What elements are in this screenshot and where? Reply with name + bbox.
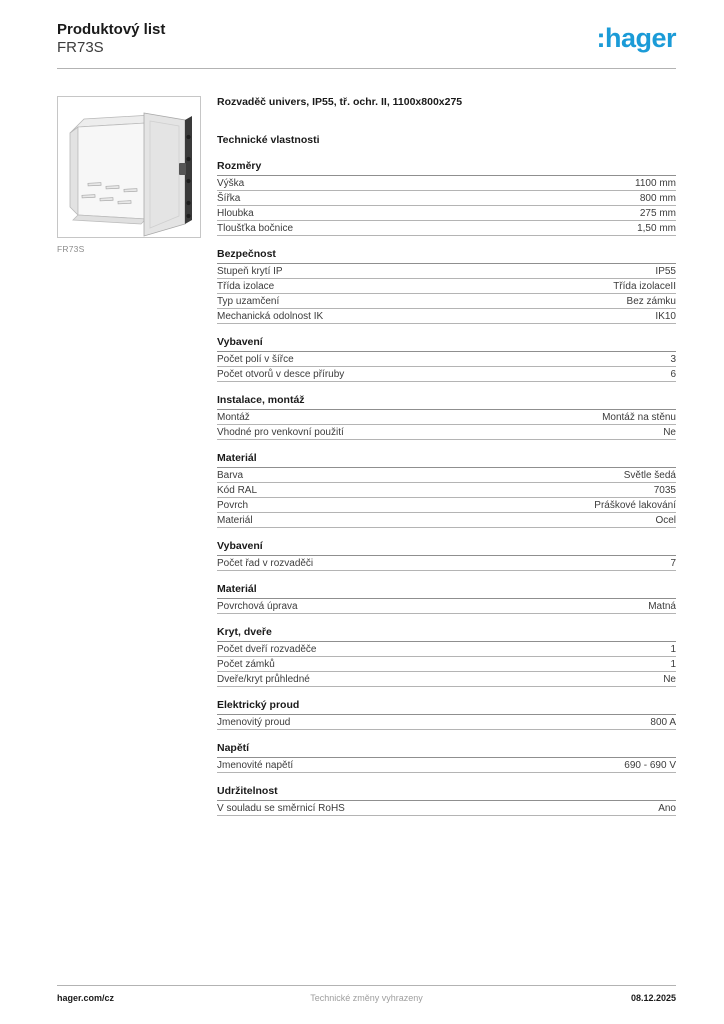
spec-label: Počet otvorů v desce příruby xyxy=(217,368,345,380)
product-image-column xyxy=(57,96,201,254)
spec-value: 690 - 690 V xyxy=(624,759,676,771)
spec-value: Třída izolaceII xyxy=(613,280,676,292)
section-heading: Udržitelnost xyxy=(217,785,676,801)
section-heading: Kryt, dveře xyxy=(217,626,676,642)
enclosure-illustration xyxy=(58,97,200,237)
spec-value: 3 xyxy=(670,353,676,365)
product-image xyxy=(57,96,201,238)
spec-row xyxy=(217,758,676,773)
spec-section xyxy=(217,699,676,730)
spec-row xyxy=(217,715,676,730)
spec-label: Povrchová úprava xyxy=(217,600,298,612)
spec-row xyxy=(217,264,676,279)
spec-section xyxy=(217,626,676,687)
spec-value: 1100 mm xyxy=(635,177,676,189)
section-heading: Materiál xyxy=(217,583,676,599)
spec-label: Mechanická odolnost IK xyxy=(217,310,324,322)
spec-value: 7 xyxy=(670,557,676,569)
footer-date: 08.12.2025 xyxy=(630,993,676,1003)
spec-label: Výška xyxy=(217,177,245,189)
spec-label: Počet dveří rozvaděče xyxy=(217,643,317,655)
spec-row xyxy=(217,498,676,513)
spec-value: Ne xyxy=(663,426,676,438)
spec-sections xyxy=(217,160,676,816)
spec-row xyxy=(217,657,676,672)
spec-row xyxy=(217,410,676,425)
document-title: Produktový list xyxy=(57,21,166,38)
spec-label: Typ uzamčení xyxy=(217,295,280,307)
spec-row xyxy=(217,279,676,294)
spec-label: Materiál xyxy=(217,514,253,526)
product-title: Rozvaděč univers, IP55, tř. ochr. II, 1100x800x275 xyxy=(217,96,463,108)
spec-row xyxy=(217,672,676,687)
spec-value: IP55 xyxy=(655,265,676,277)
spec-row xyxy=(217,206,676,221)
footer xyxy=(57,993,676,1003)
spec-section xyxy=(217,583,676,614)
section-heading: Vybavení xyxy=(217,336,676,352)
section-heading: Rozměry xyxy=(217,160,676,176)
spec-value: Práškové lakování xyxy=(594,499,676,511)
spec-section xyxy=(217,452,676,528)
spec-section xyxy=(217,336,676,382)
spec-value: 1,50 mm xyxy=(637,222,676,234)
spec-row xyxy=(217,483,676,498)
spec-label: Počet řad v rozvaděči xyxy=(217,557,314,569)
spec-row xyxy=(217,221,676,236)
spec-value: Matná xyxy=(648,600,676,612)
hager-logo: :hager xyxy=(596,23,676,53)
spec-section xyxy=(217,785,676,816)
spec-row xyxy=(217,367,676,382)
spec-label: Stupeň krytí IP xyxy=(217,265,283,277)
spec-row xyxy=(217,513,676,528)
spec-row xyxy=(217,556,676,571)
spec-label: Barva xyxy=(217,469,244,481)
footer-disclaimer: Technické změny vyhrazeny xyxy=(310,993,423,1003)
spec-label: Šířka xyxy=(217,192,241,204)
spec-label: Tloušťka bočnice xyxy=(217,222,294,234)
footer-website: hager.com/cz xyxy=(57,993,115,1003)
spec-value: 275 mm xyxy=(639,207,676,219)
spec-section xyxy=(217,394,676,440)
spec-row xyxy=(217,425,676,440)
spec-row xyxy=(217,642,676,657)
spec-row xyxy=(217,801,676,816)
document-subtitle: FR73S xyxy=(57,39,104,56)
spec-label: Dveře/kryt průhledné xyxy=(217,673,310,685)
spec-value: 800 A xyxy=(650,716,676,728)
spec-label: Hloubka xyxy=(217,207,254,219)
spec-label: Jmenovitý proud xyxy=(217,716,291,728)
section-heading: Materiál xyxy=(217,452,676,468)
spec-row xyxy=(217,468,676,483)
spec-section xyxy=(217,248,676,324)
spec-value: 1 xyxy=(670,643,676,655)
spec-row xyxy=(217,309,676,324)
spec-section xyxy=(217,540,676,571)
spec-row xyxy=(217,191,676,206)
product-image-caption: FR73S xyxy=(57,244,85,254)
spec-label: Montáž xyxy=(217,411,250,423)
spec-column xyxy=(217,96,676,816)
footer-divider xyxy=(57,985,676,986)
section-heading: Bezpečnost xyxy=(217,248,676,264)
spec-section xyxy=(217,742,676,773)
spec-section xyxy=(217,160,676,236)
spec-label: Jmenovité napětí xyxy=(217,759,294,771)
spec-row xyxy=(217,294,676,309)
spec-value: 1 xyxy=(670,658,676,670)
spec-row xyxy=(217,352,676,367)
spec-label: Kód RAL xyxy=(217,484,258,496)
section-heading: Elektrický proud xyxy=(217,699,676,715)
section-heading: Napětí xyxy=(217,742,676,758)
spec-label: Vhodné pro venkovní použití xyxy=(217,426,344,438)
spec-label: Třída izolace xyxy=(217,280,275,292)
spec-value: 800 mm xyxy=(639,192,676,204)
section-heading: Instalace, montáž xyxy=(217,394,676,410)
header-divider xyxy=(57,68,676,69)
spec-value: Ne xyxy=(663,673,676,685)
spec-row xyxy=(217,599,676,614)
section-heading: Vybavení xyxy=(217,540,676,556)
spec-value: 7035 xyxy=(653,484,676,496)
spec-value: Ano xyxy=(658,802,676,814)
header xyxy=(57,21,676,57)
spec-value: Ocel xyxy=(655,514,676,526)
tech-properties-heading: Technické vlastnosti xyxy=(217,134,320,146)
spec-value: Světle šedá xyxy=(623,469,676,481)
spec-row xyxy=(217,176,676,191)
spec-label: Počet zámků xyxy=(217,658,275,670)
spec-label: Povrch xyxy=(217,499,249,511)
spec-value: Bez zámku xyxy=(626,295,676,307)
spec-value: IK10 xyxy=(655,310,676,322)
spec-value: Montáž na stěnu xyxy=(602,411,676,423)
spec-label: Počet polí v šířce xyxy=(217,353,294,365)
spec-label: V souladu se směrnicí RoHS xyxy=(217,802,345,814)
spec-value: 6 xyxy=(670,368,676,380)
